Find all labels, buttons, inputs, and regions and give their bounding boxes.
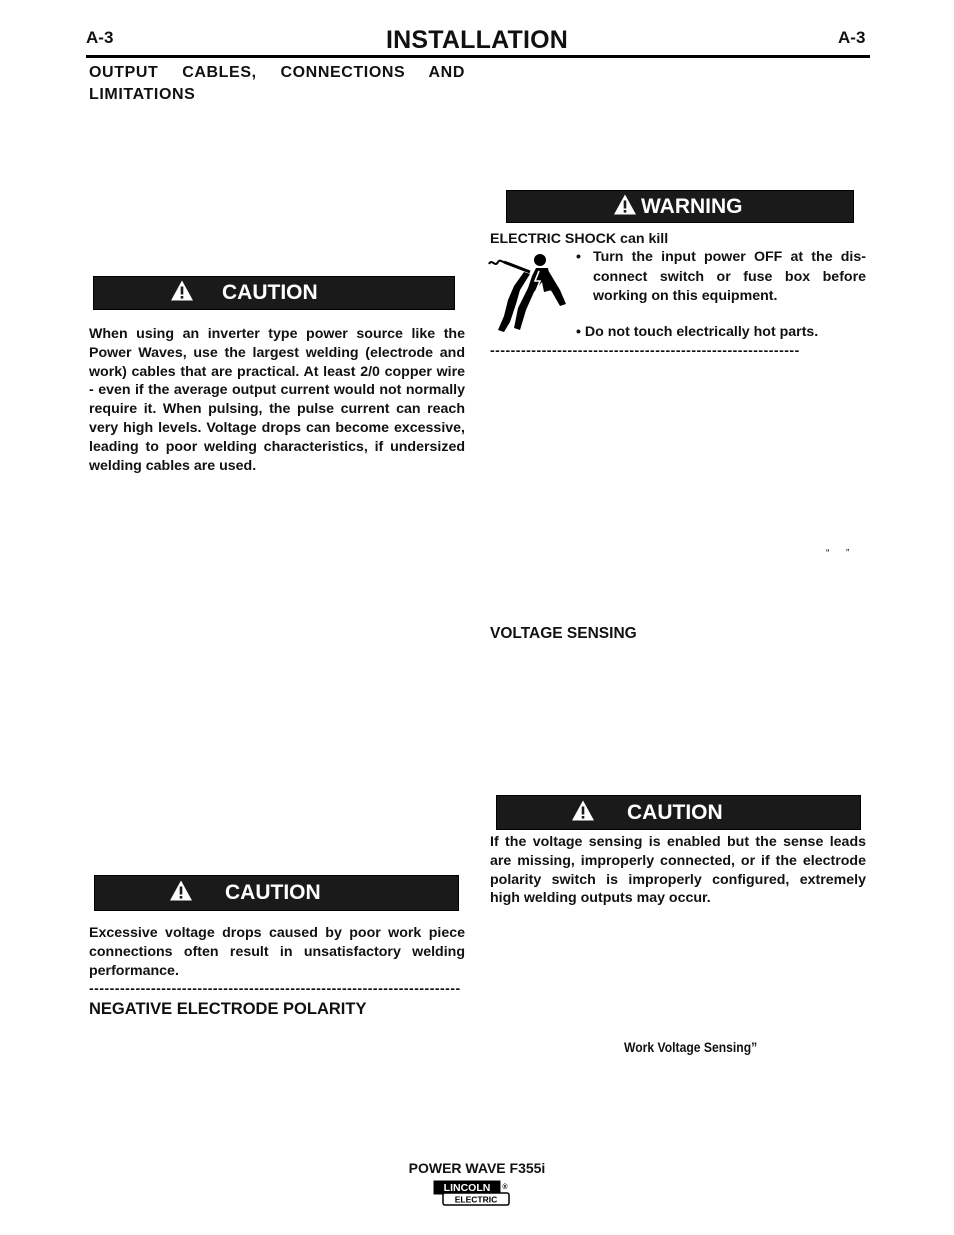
- caution-label-1: CAUTION: [222, 281, 318, 304]
- quote-marks: “ ”: [826, 548, 850, 559]
- header-rule: [86, 55, 870, 58]
- electric-shock-title: ELECTRIC SHOCK can kill: [490, 231, 669, 247]
- caution-label-2: CAUTION: [225, 881, 321, 904]
- warning-triangle-icon: [169, 880, 193, 907]
- warning-triangle-icon: [571, 799, 595, 826]
- warning-bullet-2: • Do not touch electrically hot parts.: [576, 324, 819, 340]
- footer-product-name: POWER WAVE F355i: [408, 1160, 546, 1176]
- divider-dashes-left: ------------------------------------------------------------------------: [89, 980, 461, 996]
- page-code-left: A-3: [86, 28, 114, 47]
- voltage-sensing-heading: VOLTAGE SENSING: [490, 625, 637, 642]
- warning-label: WARNING: [641, 194, 743, 218]
- page-code-right: A-3: [838, 28, 866, 47]
- svg-text:LINCOLN: LINCOLN: [443, 1182, 491, 1194]
- lincoln-electric-logo: [433, 1180, 511, 1207]
- warning-triangle-icon: [170, 280, 194, 307]
- caution-text-1: When using an inverter type power source like the Power Waves, use the largest welding (electrode and work) cables that are practical. At least 2/0 copper wire - even if the average output current would not normally require it. When pulsing, the pulse current can reach very high levels. Voltage drops can become excessive, leading to poor welding characteristics, if undersized welding cables are used.: [89, 326, 465, 474]
- caution-text-2: Excessive voltage drops caused by poor work piece connections often result in unsatisfactory welding performance.: [89, 925, 465, 979]
- work-voltage-sensing-text: Work Voltage Sensing”: [624, 1040, 758, 1055]
- negative-polarity-heading: NEGATIVE ELECTRODE POLARITY: [89, 1000, 367, 1018]
- section-heading-output-cables: OUTPUT CABLES, CONNECTIONS AND LIMITATIONS: [89, 64, 465, 103]
- warning-bullet-1: [576, 248, 866, 307]
- caution-banner-2: [94, 875, 459, 911]
- page-title: INSTALLATION: [385, 26, 568, 54]
- svg-text:®: ®: [502, 1184, 508, 1191]
- caution-text-3: If the voltage sensing is enabled but the sense leads are missing, improperly connected, or if the electrode polarity switch is improperly configured, extremely high welding outputs may occur.: [490, 834, 866, 907]
- caution-label-3: CAUTION: [627, 800, 723, 824]
- caution-banner-1: [93, 276, 455, 310]
- bullet-dot: •: [576, 249, 581, 265]
- warning-banner: [506, 190, 854, 223]
- svg-text:ELECTRIC: ELECTRIC: [454, 1194, 498, 1205]
- warning-triangle-icon: [613, 193, 637, 220]
- divider-dashes-right: ------------------------------------------------------------: [490, 342, 800, 358]
- caution-banner-3: [496, 795, 861, 830]
- electric-shock-icon: [486, 250, 574, 334]
- warning-bullet-1-text: Turn the input power OFF at the dis-connect switch or fuse box before working on this equipment.: [593, 249, 866, 304]
